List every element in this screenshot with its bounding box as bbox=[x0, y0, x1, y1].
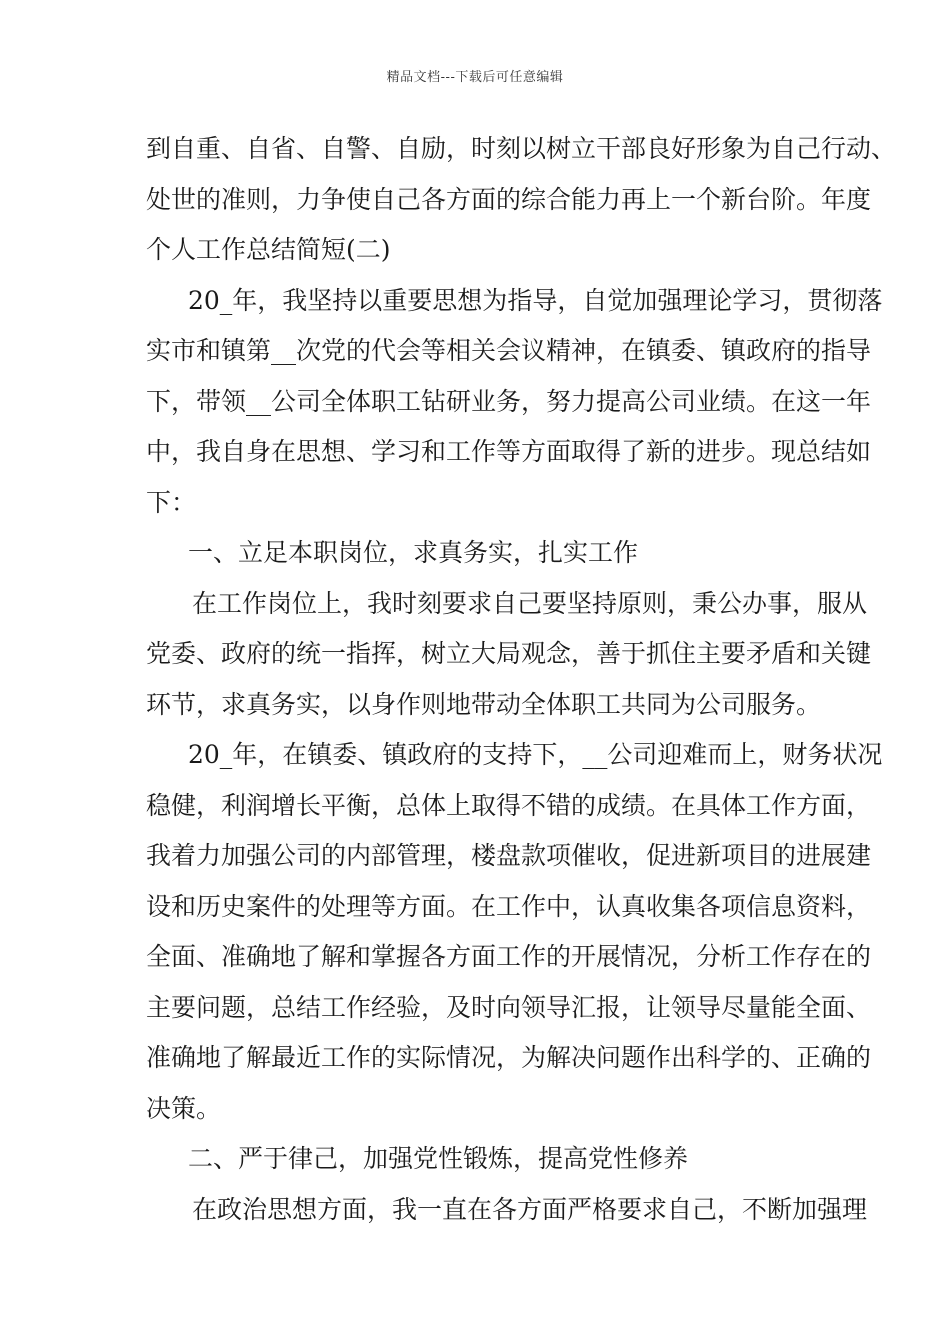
text-line: 我着力加强公司的内部管理，楼盘款项催收，促进新项目的进展建 bbox=[146, 841, 872, 870]
section-heading: 二、严于律己，加强党性锻炼，提高党性修养 bbox=[188, 1144, 689, 1173]
text-line: 处世的准则，力争使自己各方面的综合能力再上一个新台阶。年度 bbox=[146, 184, 872, 214]
text-line: 环节，求真务实，以身作则地带动全体职工共同为公司服务。 bbox=[146, 689, 822, 719]
text-line: 决策。 bbox=[146, 1093, 222, 1123]
text-line: 在工作岗位上，我时刻要求自己要坚持原则，秉公办事，服从 bbox=[192, 588, 868, 618]
text-line: 党委、政府的统一指挥，树立大局观念，善于抓住主要矛盾和关键 bbox=[146, 639, 872, 668]
text-line: 稳健，利润增长平衡，总体上取得不错的成绩。在具体工作方面， bbox=[146, 790, 872, 820]
document-body bbox=[146, 124, 897, 1235]
text-line: 主要问题，总结工作经验，及时向领导汇报，让领导尽量能全面、 bbox=[146, 992, 872, 1022]
text-line: 实市和镇第__次党的代会等相关会议精神，在镇委、镇政府的指导 bbox=[146, 336, 872, 365]
text-line: 中，我自身在思想、学习和工作等方面取得了新的进步。现总结如 bbox=[146, 437, 872, 466]
text-line: 个人工作总结简短(二) bbox=[146, 235, 391, 264]
text-line: 全面、准确地了解和掌握各方面工作的开展情况，分析工作存在的 bbox=[146, 942, 872, 971]
text-line: 在政治思想方面，我一直在各方面严格要求自己，不断加强理 bbox=[192, 1194, 868, 1224]
text-line: 准确地了解最近工作的实际情况，为解决问题作出科学的、正确的 bbox=[146, 1043, 872, 1072]
text-line: 设和历史案件的处理等方面。在工作中，认真收集各项信息资料， bbox=[146, 891, 872, 921]
text-line: 20_年，我坚持以重要思想为指导，自觉加强理论学习，贯彻落 bbox=[188, 285, 883, 315]
text-line: 到自重、自省、自警、自励，时刻以树立干部良好形象为自己行动、 bbox=[146, 134, 897, 163]
header-note: 精品文档---下载后可任意编辑 bbox=[386, 70, 564, 85]
section-heading: 一、立足本职岗位，求真务实，扎实工作 bbox=[188, 538, 639, 567]
text-line: 20_年，在镇委、镇政府的支持下，__公司迎难而上，财务状况 bbox=[188, 740, 883, 769]
text-line: 下： bbox=[146, 487, 197, 517]
text-line: 下，带领__公司全体职工钻研业务，努力提高公司业绩。在这一年 bbox=[146, 386, 872, 416]
